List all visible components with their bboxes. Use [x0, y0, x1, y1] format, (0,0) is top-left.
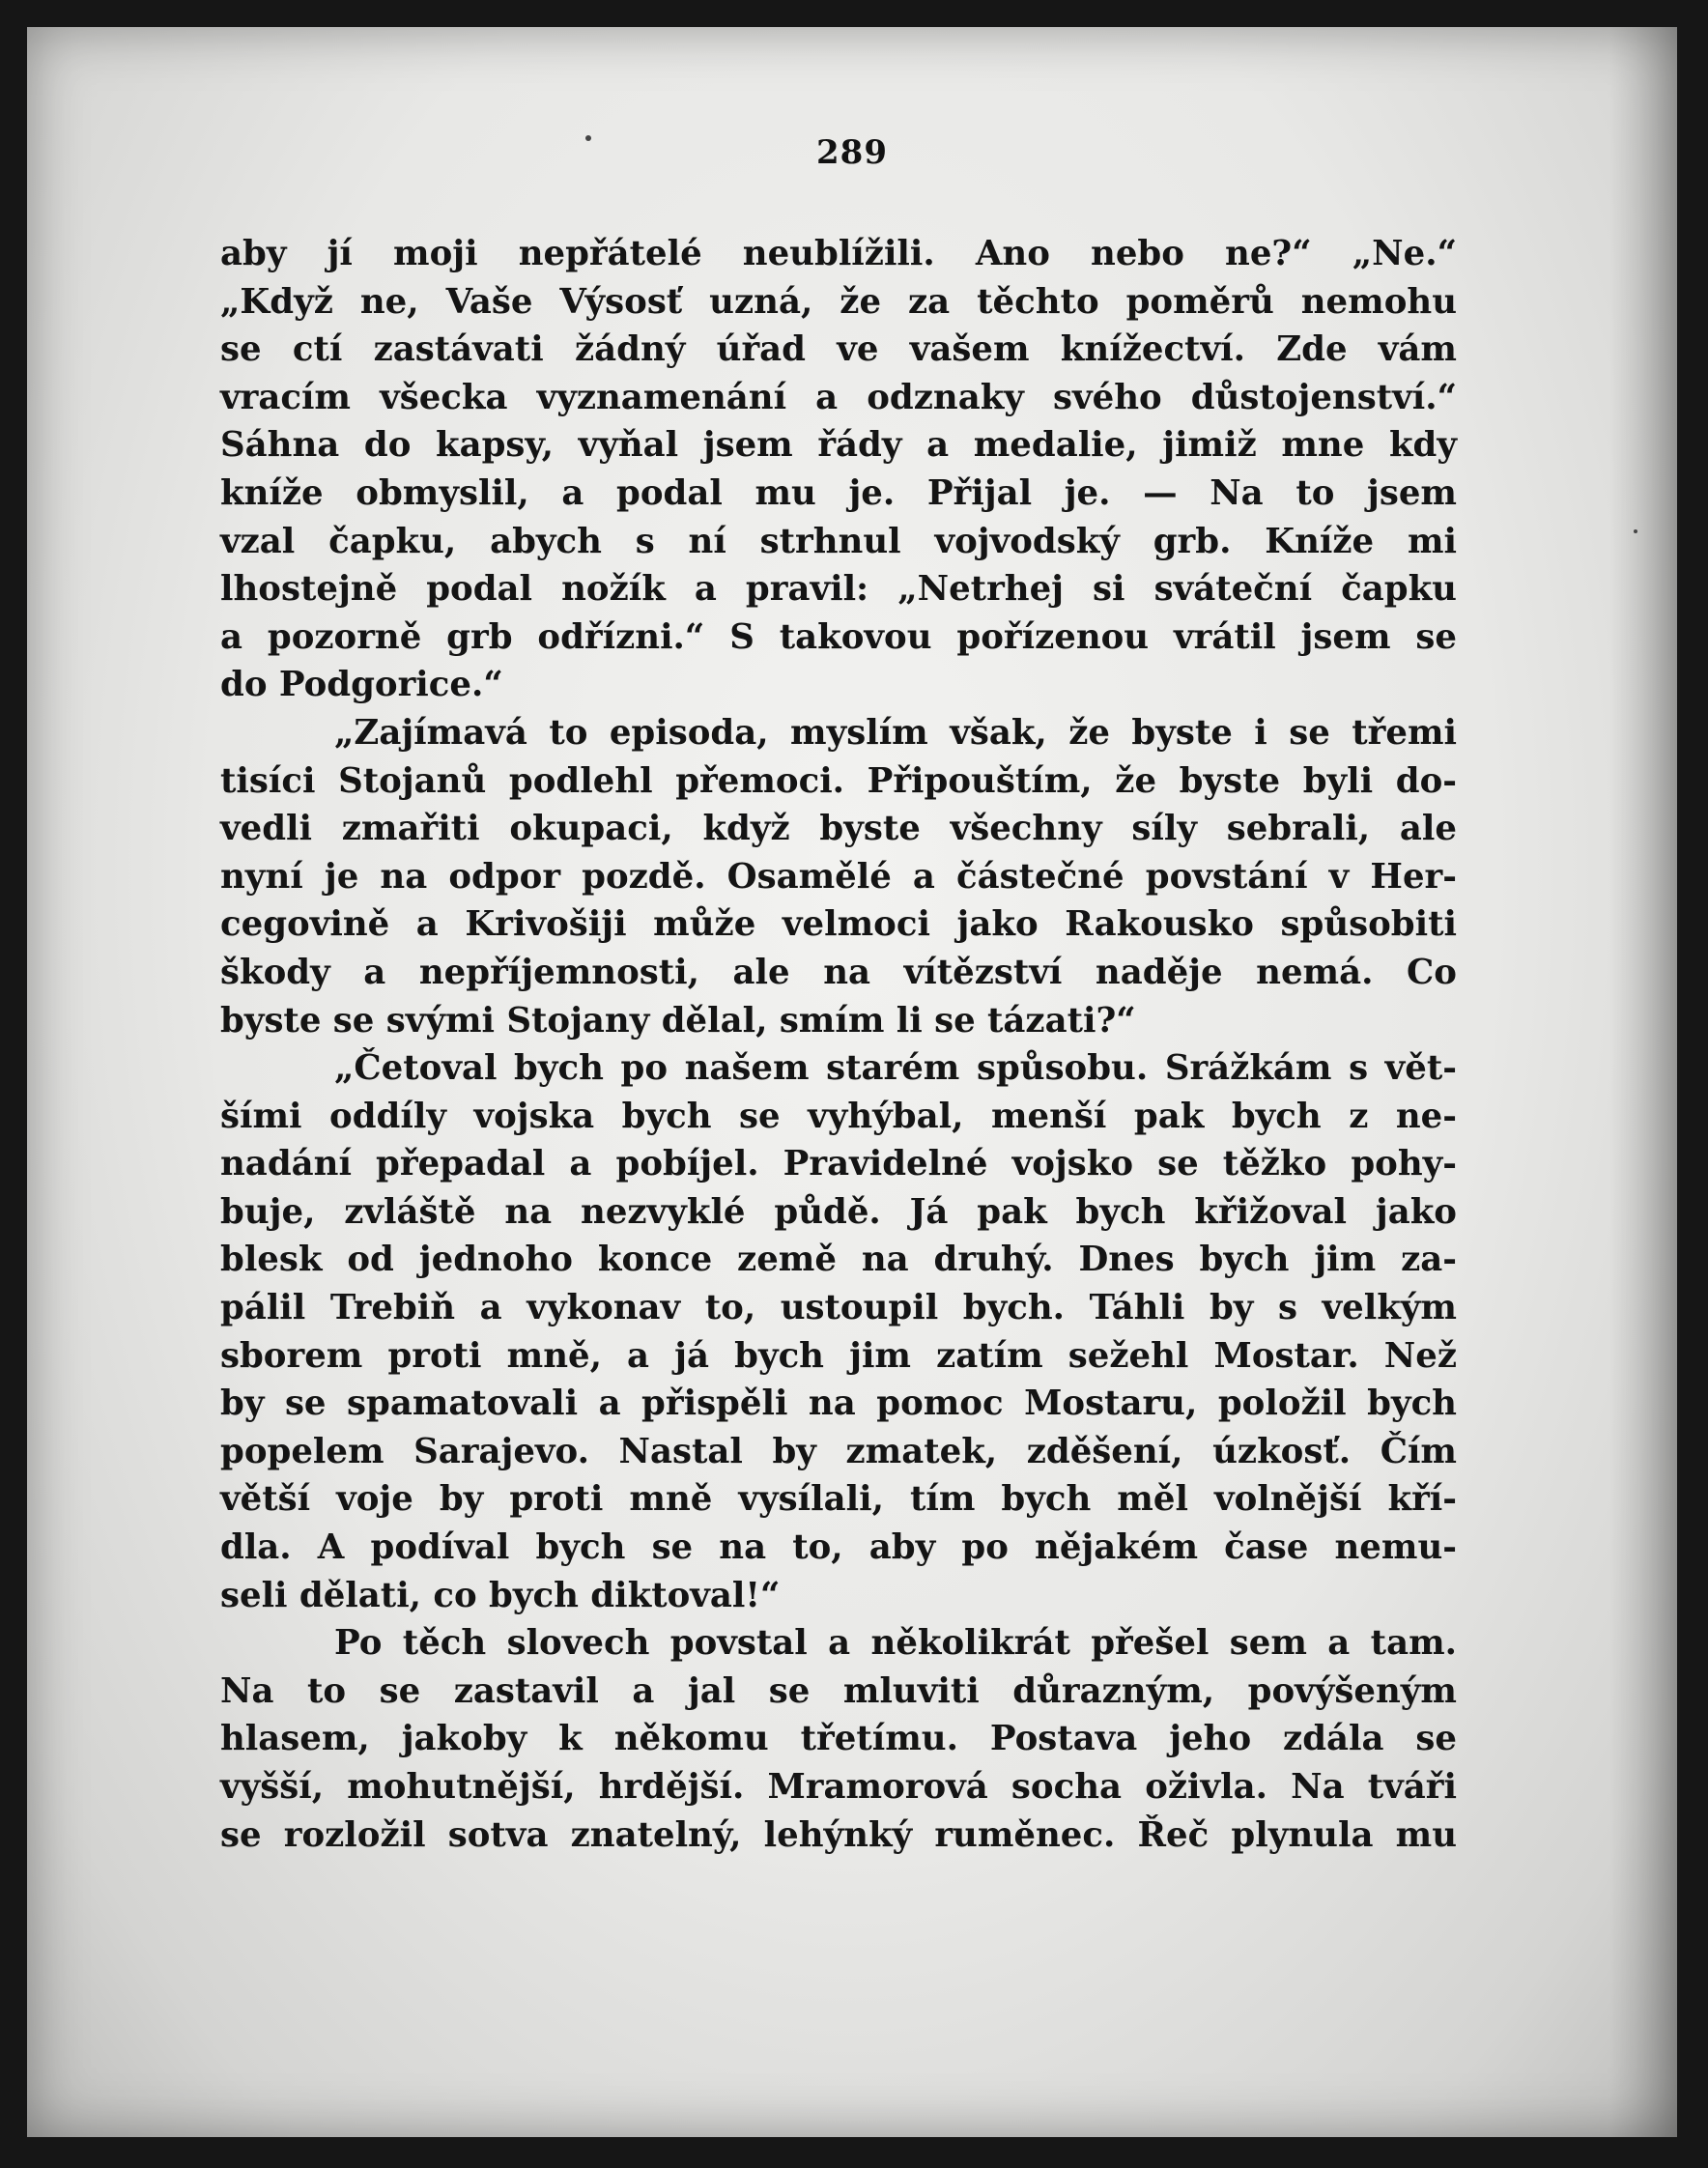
text-line: cegovině a Krivošiji může velmoci jako Rakousko spůsobiti: [220, 904, 1457, 945]
text-line: byste se svými Stojany dělal, smím li se tázati?“: [220, 1000, 1136, 1041]
text-line: se rozložil sotva znatelný, lehýnký ruměnec. Řeč plynula mu: [220, 1814, 1457, 1855]
text-line: vedli zmařiti okupaci, když byste všechny síly sebrali, ale: [220, 809, 1457, 849]
text-line: aby jí moji nepřátelé neublížili. Ano nebo ne?“ „Ne.“: [220, 234, 1457, 273]
text-line: „Četoval bych po našem starém spůsobu. Srážkám s vět-: [334, 1048, 1457, 1089]
text-line: hlasem, jakoby k někomu třetímu. Postava jeho zdála se: [220, 1719, 1457, 1759]
text-line: popelem Sarajevo. Nastal by zmatek, zděšení, úzkosť. Čím: [220, 1431, 1457, 1471]
text-line: vzal čapku, abych s ní strhnul vojvodský grb. Kníže mi: [220, 521, 1457, 561]
text-line: buje, zvláště na nezvyklé půdě. Já pak bych křižoval jako: [220, 1191, 1457, 1232]
text-line: šími oddíly vojska bych se vyhýbal, menší pak bych z ne-: [220, 1096, 1457, 1136]
text-line: Sáhna do kapsy, vyňal jsem řády a medalie, jimiž mne kdy: [220, 425, 1457, 466]
text-line: seli dělati, co bych diktoval!“: [220, 1575, 781, 1615]
text-line: pálil Trebiň a vykonav to, ustoupil bych. Táhli by s velkým: [220, 1288, 1457, 1328]
text-line: do Podgorice.“: [220, 665, 503, 705]
text-line: by se spamatovali a přispěli na pomoc Mostaru, položil bych: [220, 1384, 1457, 1424]
text-line: nyní je na odpor pozdě. Osamělé a částečné povstání v Her-: [220, 856, 1457, 897]
text-line: větší voje by proti mně vysílali, tím bych měl volnější kří-: [220, 1479, 1457, 1520]
text-line: kníže obmyslil, a podal mu je. Přijal je. — Na to jsem: [220, 472, 1457, 513]
book-page: [27, 27, 1677, 2137]
page-edge-shadow: [1609, 27, 1677, 2137]
text-line: „Zajímavá to episoda, myslím však, že byste i se třemi: [334, 712, 1457, 753]
ink-speck: [1634, 529, 1637, 533]
text-line: Na to se zastavil a jal se mluviti důrazným, povýšeným: [220, 1670, 1457, 1711]
text-line: blesk od jednoho konce země na druhý. Dnes bych jim za-: [220, 1240, 1457, 1280]
text-line: se ctí zastávati žádný úřad ve vašem knížectví. Zde vám: [220, 329, 1457, 370]
text-line: vracím všecka vyznamenání a odznaky svého důstojenství.“: [220, 377, 1457, 417]
text-line: lhostejně podal nožík a pravil: „Netrhej si sváteční čapku: [220, 569, 1457, 610]
text-line: dla. A podíval bych se na to, aby po nějakém čase nemu-: [220, 1527, 1457, 1568]
text-line: nadání přepadal a pobíjel. Pravidelné vojsko se těžko pohy-: [220, 1144, 1457, 1184]
text-line: „Když ne, Vaše Výsosť uzná, že za těchto poměrů nemohu: [220, 281, 1457, 322]
body-text: [220, 230, 1457, 1859]
text-line: škody a nepříjemnosti, ale na vítězství naděje nemá. Co: [220, 952, 1457, 992]
text-line: tisíci Stojanů podlehl přemoci. Připouštím, že byste byli do-: [220, 760, 1457, 801]
text-line: Po těch slovech povstal a několikrát přešel sem a tam.: [334, 1623, 1457, 1664]
text-line: sborem proti mně, a já bych jim zatím sežehl Mostar. Než: [220, 1335, 1457, 1376]
text-line: a pozorně grb odřízni.“ S takovou pořízenou vrátil jsem se: [220, 616, 1457, 657]
text-line: vyšší, mohutnější, hrdější. Mramorová socha oživla. Na tváři: [220, 1767, 1457, 1807]
page-number: 289: [816, 133, 888, 172]
